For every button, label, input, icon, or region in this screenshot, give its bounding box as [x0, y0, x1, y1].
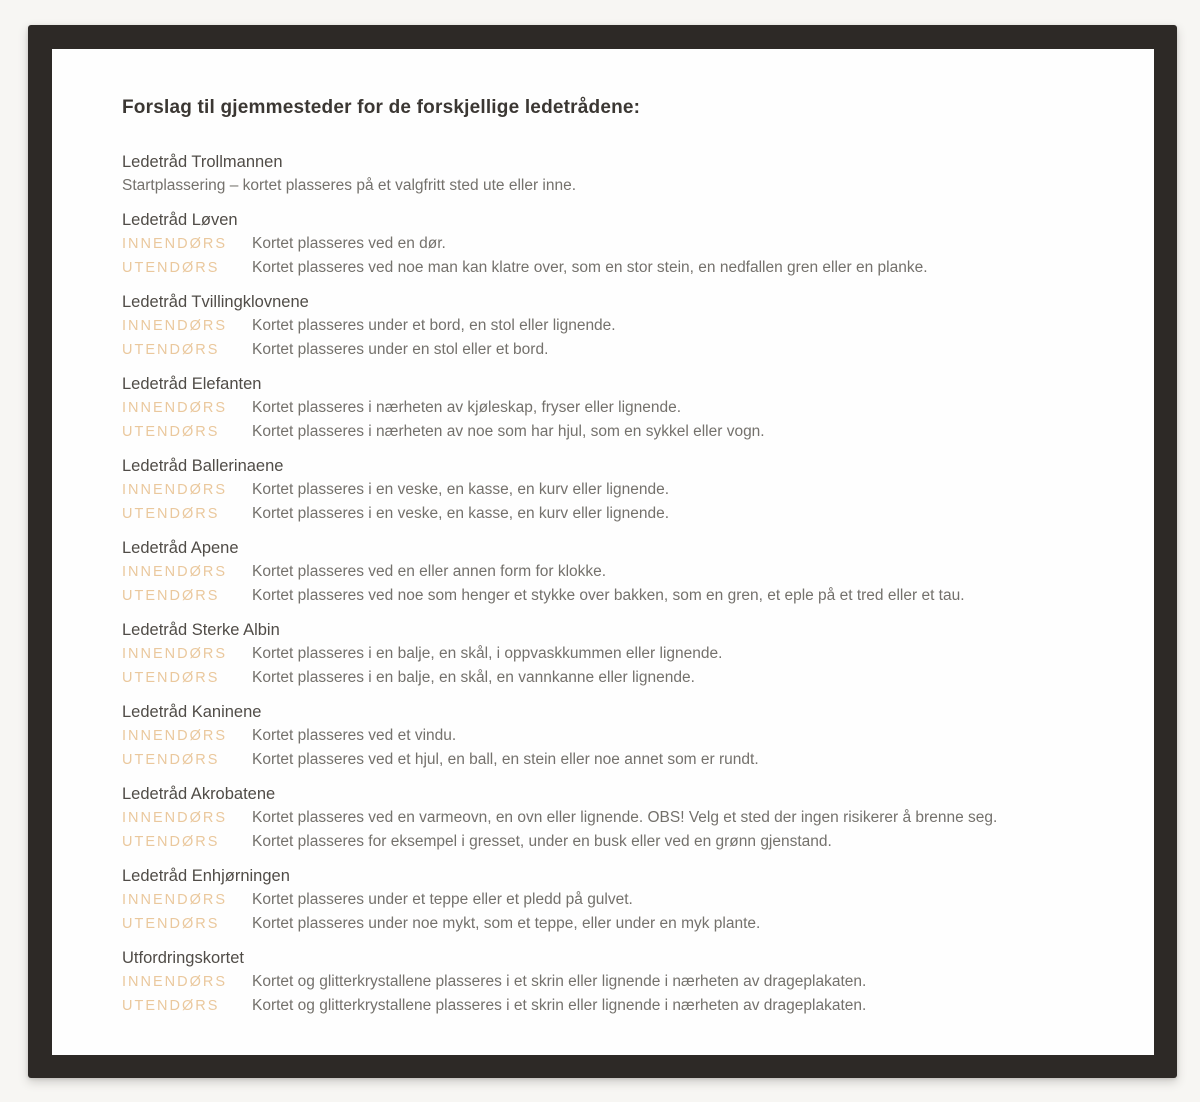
- location-label: INNENDØRS: [122, 892, 228, 908]
- location-label: INNENDØRS: [122, 482, 228, 498]
- placement-row: [122, 994, 1124, 1018]
- location-label: UTENDØRS: [122, 506, 220, 522]
- section-heading: Ledetråd Tvillingklovnene: [122, 293, 309, 311]
- clue-section: [122, 536, 1124, 608]
- location-label: UTENDØRS: [122, 916, 220, 932]
- clue-section: [122, 150, 1124, 198]
- location-label: INNENDØRS: [122, 564, 228, 580]
- placement-text: Kortet plasseres for eksempel i gresset, under en busk eller ved en grønn gjenstand.: [252, 833, 832, 850]
- placement-text: Kortet plasseres ved noe som henger et stykke over bakken, som en gren, et eple på et tred eller et tau.: [252, 587, 965, 604]
- section-heading: Ledetråd Apene: [122, 539, 239, 557]
- placement-row: [122, 666, 1124, 690]
- placement-text: Kortet og glitterkrystallene plasseres i et skrin eller lignende i nærheten av drageplakaten.: [252, 973, 867, 990]
- placement-row: [122, 748, 1124, 772]
- location-label: INNENDØRS: [122, 728, 228, 744]
- placement-text: Kortet plasseres under noe mykt, som et teppe, eller under en myk plante.: [252, 915, 761, 932]
- section-heading: Ledetråd Trollmannen: [122, 153, 283, 171]
- section-heading: Ledetråd Elefanten: [122, 375, 262, 393]
- placement-row: [122, 888, 1124, 912]
- section-heading: Ledetråd Kaninene: [122, 703, 262, 721]
- location-label: UTENDØRS: [122, 342, 220, 358]
- placement-row: [122, 560, 1124, 584]
- location-label: INNENDØRS: [122, 974, 228, 990]
- section-heading: Ledetråd Akrobatene: [122, 785, 276, 803]
- placement-row: [122, 338, 1124, 362]
- placement-row: [122, 256, 1124, 280]
- placement-text: Kortet plasseres i nærheten av kjøleskap, fryser eller lignende.: [252, 399, 682, 416]
- placement-text: Kortet plasseres i en balje, en skål, i oppvaskkummen eller lignende.: [252, 645, 723, 662]
- placement-text: Kortet plasseres under en stol eller et bord.: [252, 341, 549, 358]
- placement-text: Kortet plasseres ved en eller annen form for klokke.: [252, 563, 607, 580]
- placement-text: Kortet plasseres i en balje, en skål, en vannkanne eller lignende.: [252, 669, 695, 686]
- clue-section: [122, 864, 1124, 936]
- placement-text: Kortet plasseres i en veske, en kasse, en kurv eller lignende.: [252, 505, 670, 522]
- location-label: UTENDØRS: [122, 834, 220, 850]
- location-label: UTENDØRS: [122, 670, 220, 686]
- placement-text: Kortet plasseres i nærheten av noe som har hjul, som en sykkel eller vogn.: [252, 423, 765, 440]
- placement-row: [122, 724, 1124, 748]
- placement-row: [122, 830, 1124, 854]
- clue-section: [122, 618, 1124, 690]
- section-heading: Ledetråd Enhjørningen: [122, 867, 290, 885]
- placement-text: Kortet plasseres under et bord, en stol eller lignende.: [252, 317, 616, 334]
- location-label: INNENDØRS: [122, 400, 228, 416]
- placement-text: Kortet plasseres ved en dør.: [252, 235, 446, 252]
- location-label: UTENDØRS: [122, 752, 220, 768]
- clue-section: [122, 208, 1124, 280]
- clue-section: [122, 946, 1124, 1018]
- placement-text: Kortet plasseres ved en varmeovn, en ovn eller lignende. OBS! Velg et sted der ingen risikerer å brenne seg.: [252, 809, 998, 826]
- clue-section: [122, 782, 1124, 854]
- section-heading: Ledetråd Sterke Albin: [122, 621, 280, 639]
- placement-row: [122, 396, 1124, 420]
- placement-row: [122, 420, 1124, 444]
- placement-row: [122, 642, 1124, 666]
- placement-text: Kortet plasseres i en veske, en kasse, en kurv eller lignende.: [252, 481, 670, 498]
- location-label: INNENDØRS: [122, 318, 228, 334]
- poster-frame: [28, 25, 1177, 1078]
- location-label: UTENDØRS: [122, 588, 220, 604]
- placement-row: [122, 174, 1124, 198]
- location-label: INNENDØRS: [122, 236, 228, 252]
- sections-container: [122, 150, 1124, 1018]
- placement-row: [122, 912, 1124, 936]
- placement-text: Kortet plasseres under et teppe eller et pledd på gulvet.: [252, 891, 633, 908]
- clue-section: [122, 290, 1124, 362]
- location-label: INNENDØRS: [122, 646, 228, 662]
- placement-text: Kortet plasseres ved et vindu.: [252, 727, 457, 744]
- placement-row: [122, 314, 1124, 338]
- location-label: UTENDØRS: [122, 424, 220, 440]
- section-heading: Ledetråd Løven: [122, 211, 238, 229]
- placement-row: [122, 970, 1124, 994]
- location-label: UTENDØRS: [122, 260, 220, 276]
- placement-row: [122, 502, 1124, 526]
- clue-section: [122, 372, 1124, 444]
- placement-text: Startplassering – kortet plasseres på et valgfritt sted ute eller inne.: [122, 177, 577, 194]
- document-content: [52, 49, 1154, 1018]
- clue-section: [122, 700, 1124, 772]
- placement-text: Kortet plasseres ved et hjul, en ball, en stein eller noe annet som er rundt.: [252, 751, 759, 768]
- location-label: UTENDØRS: [122, 998, 220, 1014]
- clue-section: [122, 454, 1124, 526]
- location-label: INNENDØRS: [122, 810, 228, 826]
- placement-row: [122, 584, 1124, 608]
- page-title: Forslag til gjemmesteder for de forskjellige ledetrådene:: [122, 97, 641, 118]
- placement-row: [122, 478, 1124, 502]
- placement-text: Kortet og glitterkrystallene plasseres i et skrin eller lignende i nærheten av drageplakaten.: [252, 997, 867, 1014]
- placement-row: [122, 806, 1124, 830]
- section-heading: Utfordringskortet: [122, 949, 244, 967]
- placement-row: [122, 232, 1124, 256]
- document-page: [52, 49, 1154, 1055]
- placement-text: Kortet plasseres ved noe man kan klatre over, som en stor stein, en nedfallen gren eller en planke.: [252, 259, 928, 276]
- section-heading: Ledetråd Ballerinaene: [122, 457, 284, 475]
